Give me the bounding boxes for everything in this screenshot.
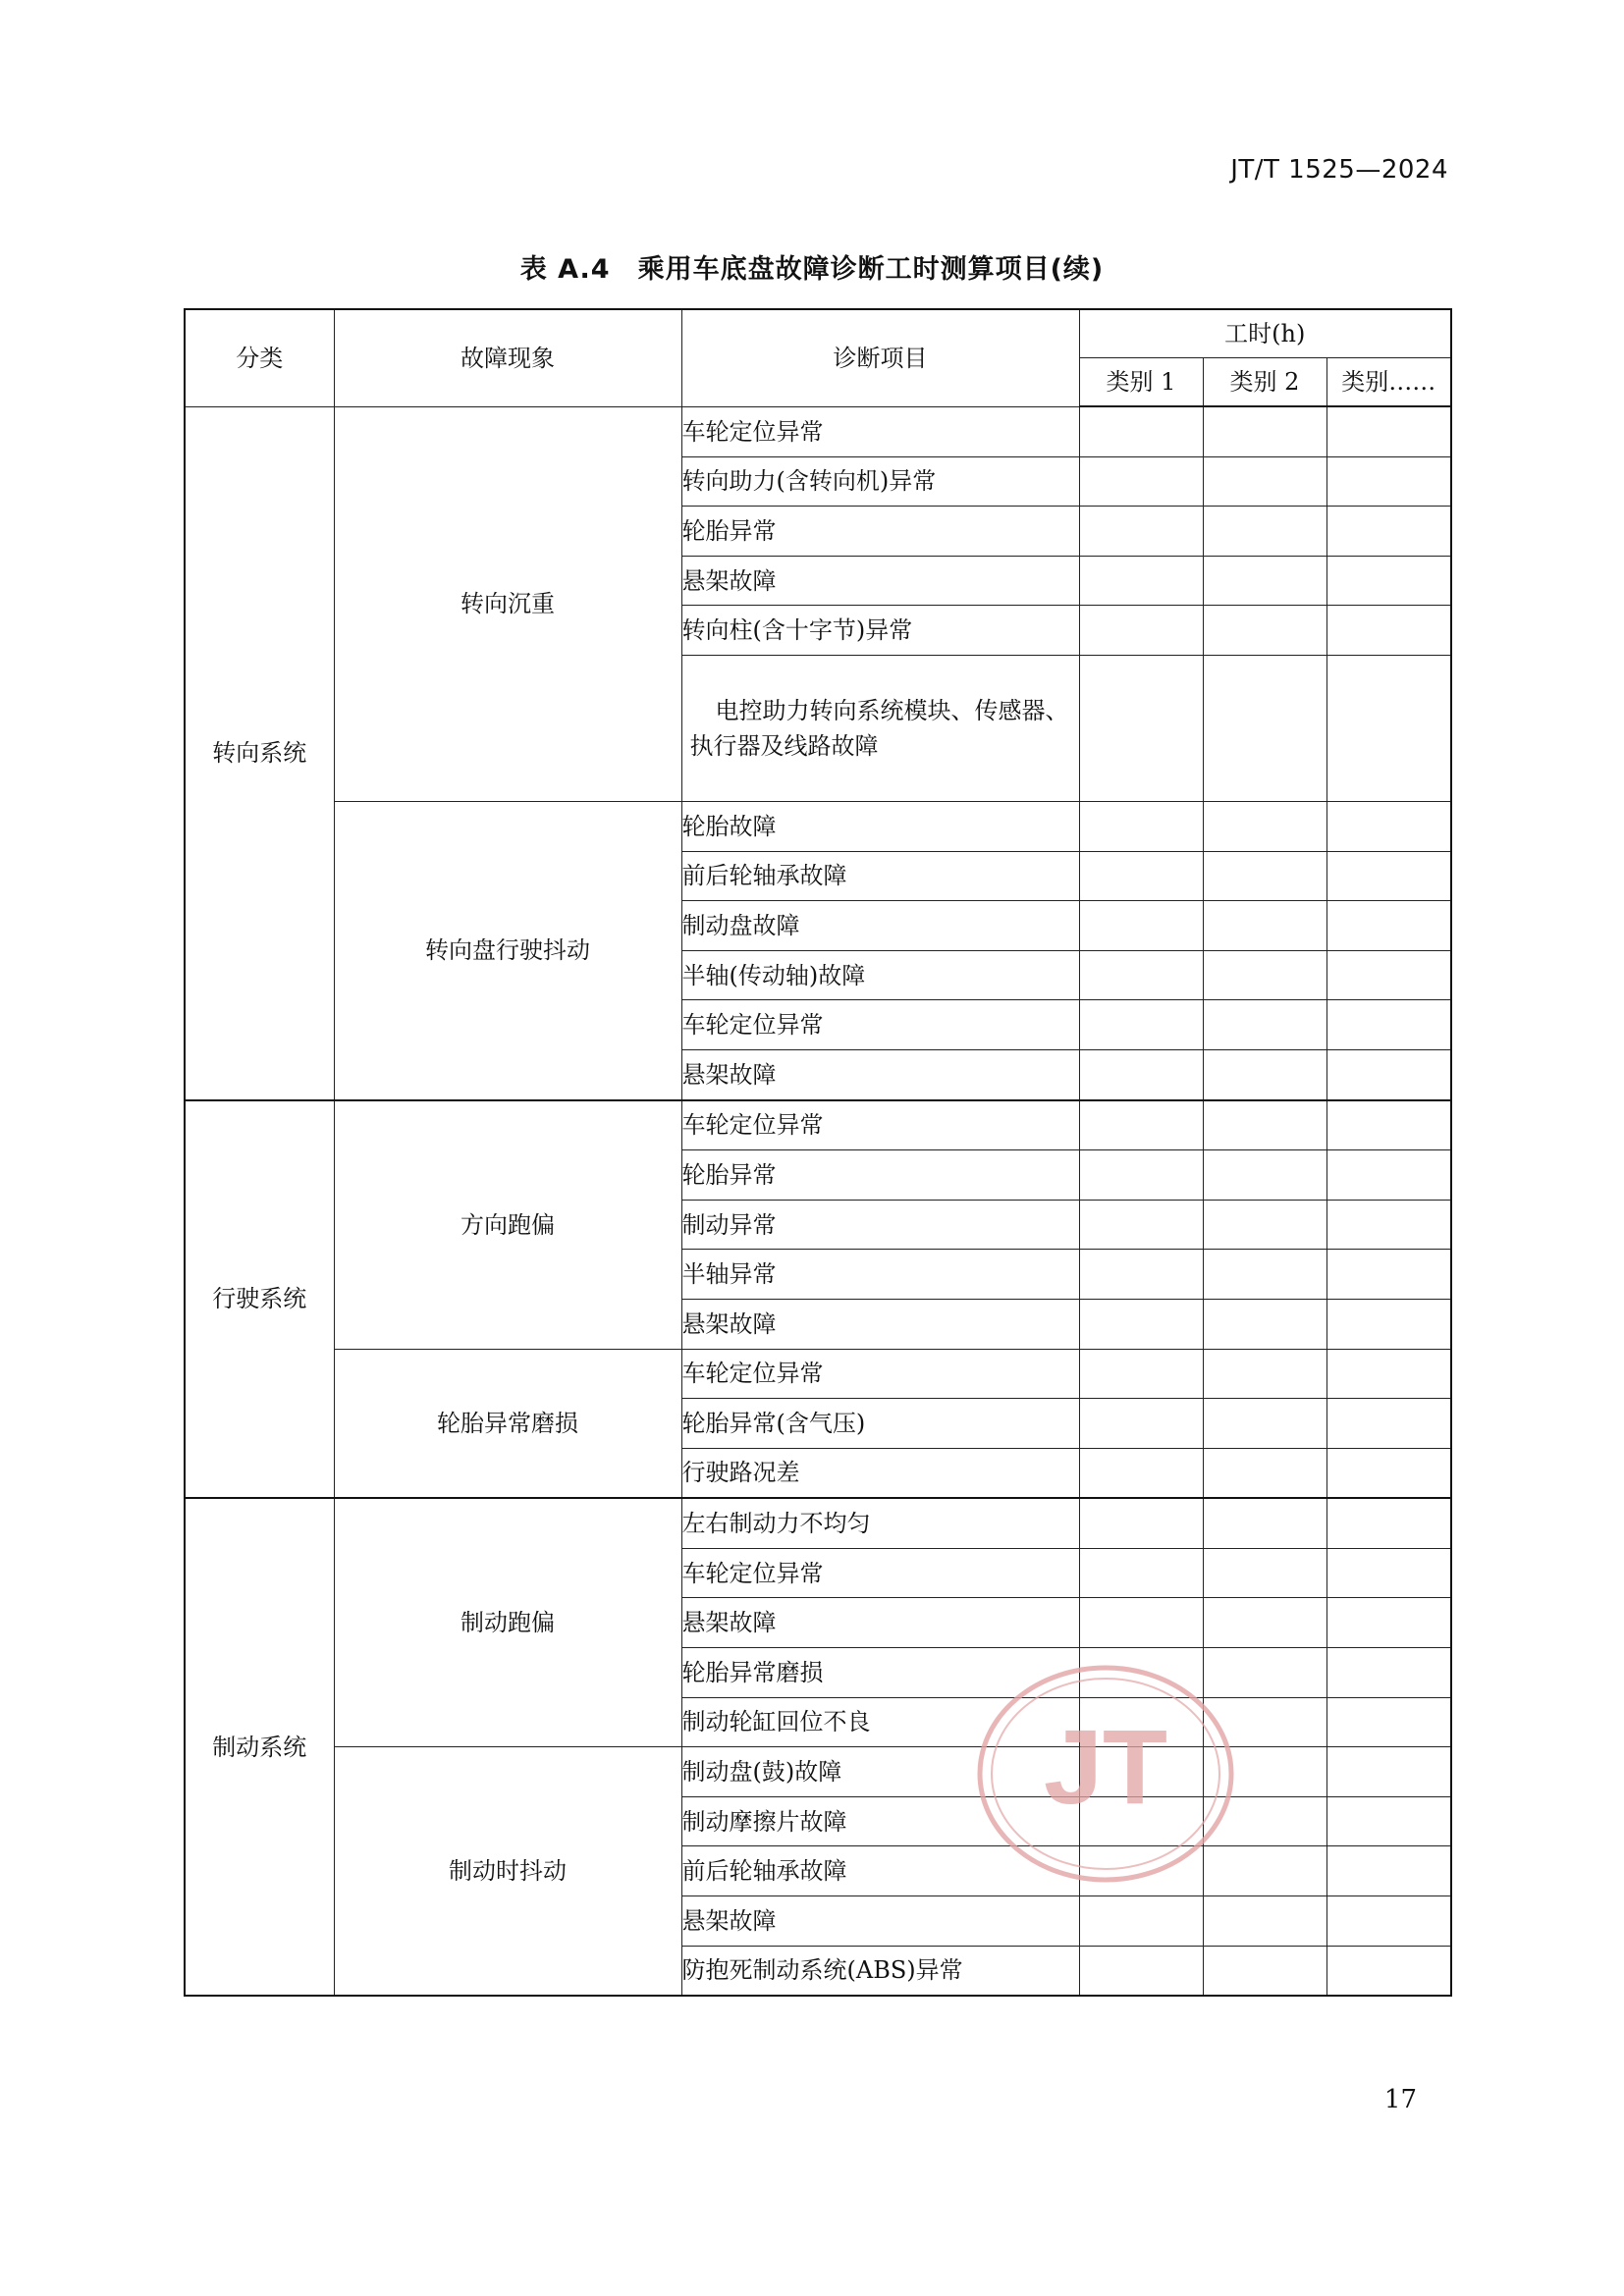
hours-cell: [1326, 456, 1451, 507]
hours-cell: [1326, 1349, 1451, 1399]
hours-cell: [1326, 901, 1451, 951]
table-row: [185, 801, 1451, 851]
hours-cell: [1326, 655, 1451, 801]
hours-cell: [1326, 1399, 1451, 1449]
diagnosis-item-cell: 车轮定位异常: [681, 1349, 1079, 1399]
hours-cell: [1079, 1399, 1203, 1449]
hours-cell: [1079, 1049, 1203, 1099]
diagnosis-item-cell: 轮胎异常: [681, 507, 1079, 557]
diagnosis-item-cell: 制动摩擦片故障: [681, 1796, 1079, 1846]
hours-cell: [1203, 1049, 1326, 1099]
hours-cell: [1326, 606, 1451, 656]
table-row: [185, 1349, 1451, 1399]
hours-cell: [1326, 1100, 1451, 1150]
phenomenon-cell: 轮胎异常磨损: [334, 1349, 681, 1498]
diagnosis-item-cell: 车轮定位异常: [681, 406, 1079, 456]
hours-cell: [1203, 1299, 1326, 1349]
diagnosis-item-cell: 车轮定位异常: [681, 1100, 1079, 1150]
hours-cell: [1203, 1100, 1326, 1150]
diagnosis-item-cell: 轮胎异常(含气压): [681, 1399, 1079, 1449]
diagnosis-item-cell: 悬架故障: [681, 556, 1079, 606]
hours-cell: [1326, 507, 1451, 557]
hours-cell: [1079, 1498, 1203, 1548]
phenomenon-cell: 转向盘行驶抖动: [334, 801, 681, 1099]
diagnosis-item-cell: 前后轮轴承故障: [681, 1846, 1079, 1896]
hours-cell: [1079, 1946, 1203, 1996]
hours-cell: [1079, 1548, 1203, 1598]
header-hours: 工时(h): [1079, 309, 1451, 358]
hours-cell: [1203, 1448, 1326, 1498]
hours-cell: [1079, 1598, 1203, 1648]
hours-cell: [1326, 1697, 1451, 1747]
hours-cell: [1203, 406, 1326, 456]
hours-cell: [1079, 1299, 1203, 1349]
hours-cell: [1079, 1896, 1203, 1947]
hours-cell: [1326, 406, 1451, 456]
diagnosis-item-cell: 制动轮缸回位不良: [681, 1697, 1079, 1747]
hours-cell: [1079, 1000, 1203, 1050]
hours-cell: [1203, 1349, 1326, 1399]
diagnosis-item-cell: 轮胎异常: [681, 1150, 1079, 1201]
header-hour-type-more: 类别……: [1326, 358, 1451, 407]
hours-cell: [1079, 1150, 1203, 1201]
table-body: [185, 406, 1451, 1996]
diagnosis-item-cell: 制动盘(鼓)故障: [681, 1747, 1079, 1797]
phenomenon-cell: 制动时抖动: [334, 1747, 681, 1996]
diagnosis-item-cell: 行驶路况差: [681, 1448, 1079, 1498]
hours-cell: [1079, 1250, 1203, 1300]
table-title: 表 A.4 乘用车底盘故障诊断工时测算项目(续): [519, 254, 1105, 285]
hours-cell: [1326, 1946, 1451, 1996]
hours-cell: [1326, 1846, 1451, 1896]
hours-cell: [1079, 1200, 1203, 1250]
hours-cell: [1203, 1200, 1326, 1250]
hours-cell: [1079, 1100, 1203, 1150]
hours-cell: [1326, 1896, 1451, 1947]
phenomenon-cell: 转向沉重: [334, 406, 681, 801]
hours-cell: [1079, 606, 1203, 656]
hours-cell: [1203, 1000, 1326, 1050]
hours-cell: [1203, 1250, 1326, 1300]
hours-cell: [1326, 950, 1451, 1000]
header-hour-type-1: 类别 1: [1079, 358, 1203, 407]
phenomenon-cell: 方向跑偏: [334, 1100, 681, 1349]
diagnosis-item-cell: 制动盘故障: [681, 901, 1079, 951]
hours-cell: [1326, 801, 1451, 851]
hours-cell: [1203, 1598, 1326, 1648]
hours-cell: [1326, 1000, 1451, 1050]
page-number: 17: [1383, 2085, 1417, 2114]
diagnosis-item-cell: 转向柱(含十字节)异常: [681, 606, 1079, 656]
jt-watermark-stamp: [975, 1663, 1236, 1885]
hours-cell: [1203, 901, 1326, 951]
hours-cell: [1079, 556, 1203, 606]
svg-text:JT: JT: [1043, 1707, 1168, 1826]
fault-diagnosis-table: [184, 308, 1452, 1997]
hours-cell: [1326, 1598, 1451, 1648]
hours-cell: [1326, 556, 1451, 606]
diagnosis-item-cell: 悬架故障: [681, 1049, 1079, 1099]
hours-cell: [1203, 1399, 1326, 1449]
header-category: 分类: [185, 309, 334, 406]
table-row: [185, 406, 1451, 456]
hours-cell: [1079, 851, 1203, 901]
hours-cell: [1079, 901, 1203, 951]
hours-cell: [1326, 1250, 1451, 1300]
hours-cell: [1326, 1498, 1451, 1548]
diagnosis-item-cell: 车轮定位异常: [681, 1000, 1079, 1050]
hours-cell: [1326, 1049, 1451, 1099]
hours-cell: [1203, 1548, 1326, 1598]
diagnosis-item-cell: 轮胎异常磨损: [681, 1648, 1079, 1698]
hours-cell: [1326, 1796, 1451, 1846]
hours-cell: [1079, 507, 1203, 557]
standard-code: JT/T 1525—2024: [1230, 155, 1448, 185]
hours-cell: [1203, 1498, 1326, 1548]
hours-cell: [1203, 1896, 1326, 1947]
category-cell: 转向系统: [185, 406, 334, 1100]
diagnosis-item-cell: 悬架故障: [681, 1598, 1079, 1648]
diagnosis-item-cell: 制动异常: [681, 1200, 1079, 1250]
hours-cell: [1079, 801, 1203, 851]
diagnosis-item-cell: 悬架故障: [681, 1896, 1079, 1947]
hours-cell: [1203, 851, 1326, 901]
hours-cell: [1203, 801, 1326, 851]
diagnosis-item-cell: 轮胎故障: [681, 801, 1079, 851]
table-row: [185, 1747, 1451, 1797]
hours-cell: [1079, 456, 1203, 507]
hours-cell: [1326, 1448, 1451, 1498]
diagnosis-item-cell: 半轴异常: [681, 1250, 1079, 1300]
diagnosis-item-cell: 前后轮轴承故障: [681, 851, 1079, 901]
table-row: [185, 1100, 1451, 1150]
diagnosis-item-cell: 车轮定位异常: [681, 1548, 1079, 1598]
hours-cell: [1203, 507, 1326, 557]
hours-cell: [1079, 655, 1203, 801]
category-cell: 行驶系统: [185, 1100, 334, 1499]
hours-cell: [1203, 606, 1326, 656]
table-row: [185, 1498, 1451, 1548]
diagnosis-item-cell: 转向助力(含转向机)异常: [681, 456, 1079, 507]
diagnosis-item-cell: 防抱死制动系统(ABS)异常: [681, 1946, 1079, 1996]
header-diagnosis: 诊断项目: [681, 309, 1079, 406]
hours-cell: [1203, 1150, 1326, 1201]
hours-cell: [1079, 1349, 1203, 1399]
hours-cell: [1326, 1299, 1451, 1349]
hours-cell: [1079, 406, 1203, 456]
diagnosis-item-cell: 悬架故障: [681, 1299, 1079, 1349]
hours-cell: [1079, 950, 1203, 1000]
diagnosis-item-cell: 半轴(传动轴)故障: [681, 950, 1079, 1000]
hours-cell: [1326, 851, 1451, 901]
diagnosis-item-cell: 电控助力转向系统模块、传感器、执行器及线路故障: [681, 655, 1079, 801]
hours-cell: [1326, 1548, 1451, 1598]
phenomenon-cell: 制动跑偏: [334, 1498, 681, 1746]
hours-cell: [1326, 1648, 1451, 1698]
hours-cell: [1203, 456, 1326, 507]
header-phenomenon: 故障现象: [334, 309, 681, 406]
hours-cell: [1326, 1200, 1451, 1250]
diagnosis-item-cell: 左右制动力不均匀: [681, 1498, 1079, 1548]
hours-cell: [1326, 1747, 1451, 1797]
hours-cell: [1079, 1448, 1203, 1498]
hours-cell: [1203, 556, 1326, 606]
hours-cell: [1203, 1946, 1326, 1996]
hours-cell: [1203, 950, 1326, 1000]
category-cell: 制动系统: [185, 1498, 334, 1996]
hours-cell: [1326, 1150, 1451, 1201]
hours-cell: [1203, 655, 1326, 801]
header-hour-type-2: 类别 2: [1203, 358, 1326, 407]
